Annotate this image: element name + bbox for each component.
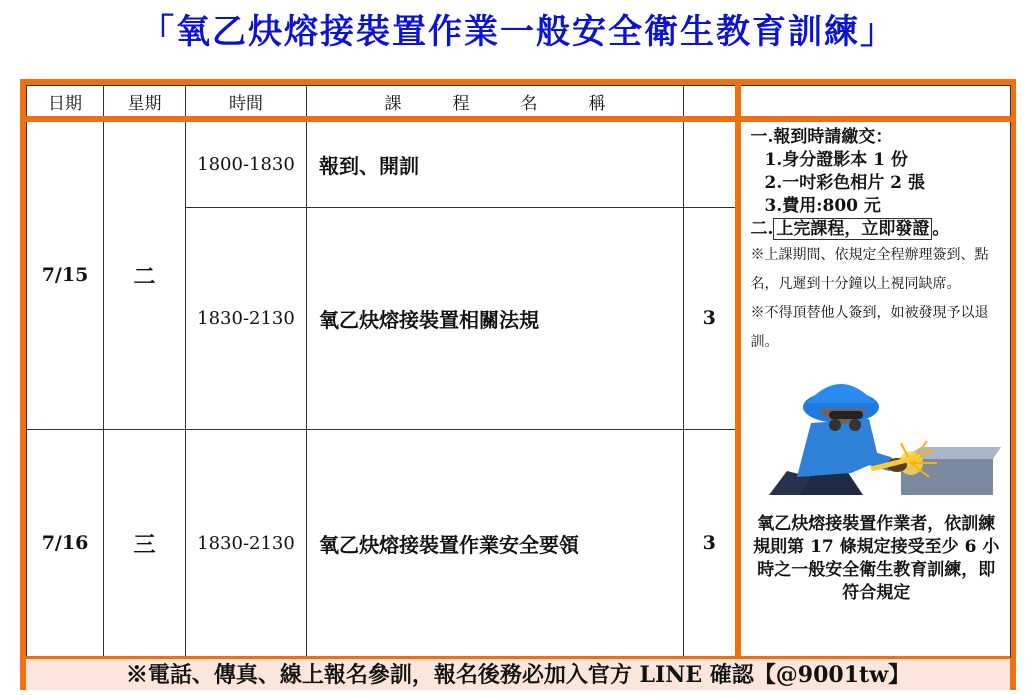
regulation-caption: 氧乙炔熔接裝置作業者，依訓練規則第 17 條規定接受至少 6 小時之一般安全衛生教育訓練，即符合規定 bbox=[753, 514, 1000, 603]
note-remark-2: ※不得頂替他人簽到，如被發現予以退訓。 bbox=[750, 305, 989, 350]
note-item-2: 二. 上完課程，立即發證 。 bbox=[750, 219, 950, 239]
row-date: 7/15 bbox=[27, 119, 104, 429]
welder-illustration bbox=[751, 367, 1001, 507]
session-course: 氧乙炔熔接裝置作業安全要領 bbox=[307, 429, 684, 657]
header-weekday: 星期 bbox=[104, 86, 186, 120]
table-row bbox=[27, 119, 1011, 207]
notes-panel bbox=[738, 119, 1011, 657]
header-note bbox=[738, 86, 1011, 120]
header-date: 日期 bbox=[27, 86, 104, 120]
page-title: 「氧乙炔熔接裝置作業一般安全衛生教育訓練」 bbox=[140, 12, 896, 52]
schedule-table bbox=[26, 85, 1011, 658]
note-item-1: 一.報到時請繳交： bbox=[750, 127, 893, 147]
session-course: 報到、開訓 bbox=[307, 119, 684, 207]
header-course: 課 程 名 稱 bbox=[307, 86, 684, 120]
row-weekday: 二 bbox=[104, 119, 186, 429]
note-sub-3: 3.費用:800 元 bbox=[764, 196, 881, 216]
issue-certificate-box: 上完課程，立即發證 bbox=[773, 218, 932, 240]
note-sub-1: 1.身分證影本 1 份 bbox=[764, 150, 908, 170]
row-date: 7/16 bbox=[27, 429, 104, 657]
header-time: 時間 bbox=[186, 86, 307, 120]
header-hours bbox=[684, 86, 738, 120]
note-sub-2: 2.一吋彩色相片 2 張 bbox=[764, 173, 925, 193]
session-time: 1830-2130 bbox=[186, 429, 307, 657]
row-weekday: 三 bbox=[104, 429, 186, 657]
note-remark-1: ※上課期間、依規定全程辦理簽到、點名，凡遲到十分鐘以上視同缺席。 bbox=[750, 247, 989, 292]
header-row bbox=[27, 86, 1011, 120]
session-course: 氧乙炔熔接裝置相關法規 bbox=[307, 207, 684, 429]
session-hours: 3 bbox=[684, 207, 738, 429]
session-hours bbox=[684, 119, 738, 207]
registration-footer: ※電話、傳真、線上報名參訓，報名後務必加入官方 LINE 確認【@9001tw】 bbox=[26, 656, 1010, 690]
session-time: 1830-2130 bbox=[186, 207, 307, 429]
session-hours: 3 bbox=[684, 429, 738, 657]
session-time: 1800-1830 bbox=[186, 119, 307, 207]
